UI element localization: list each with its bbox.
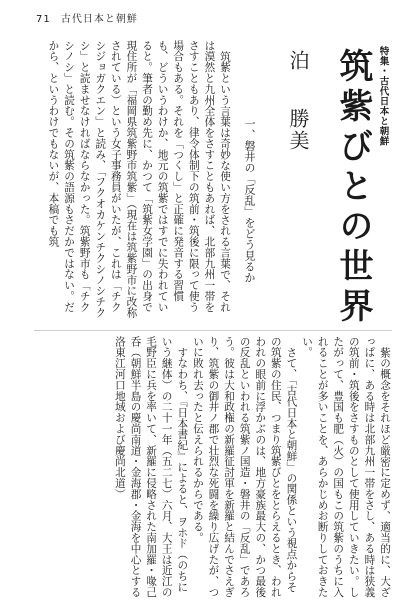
paragraph: すなわち、『日本書紀』によると、ヲホド（のちにいう継体）の二十一年（五二七）六月、大王は近江の毛野臣に兵を率いて、新羅に侵略された南加羅・喙己呑（朝鮮半島の慶尚南道・金海郡・金海を中心とする洛東江河口地域および慶尚北道） [113, 336, 189, 598]
article-title: 筑紫びとの世界 [333, 48, 373, 328]
paragraph: 紫の概念をそれほど厳密に定めず、適当的に、大ざっぱに、ある時は北部九州一帯をさし、ある時は狭義の筑前・筑後をさすものとして使用していきたい。したがって、豊国も肥（火）の国もこの筑紫のうちに入れることが多いことを、あらかじめお断りしておきたい。 [301, 336, 391, 598]
running-title: 古代日本と朝鮮 [60, 14, 138, 25]
section-heading: 一、磐井の「反乱」をどう見るか [243, 118, 256, 283]
running-header [36, 10, 138, 25]
paragraph: 筑紫という言葉は奇妙な使い方をされる言葉で、それは漠然と九州全体をさすこともあれば、北部九州一帯をさすこともあり、律令体制下の筑前・筑後に限って使う場合もある。それを「つくし」と正確に発音する習慣も、どういうわけか、地元の筑紫ではすでに失われていると。筆者の勤め先に、かつて「筑紫女学園」の出身で現住所が「福岡県筑紫野市筑紫」（現在は筑紫野市に改称されている）という女子事務員がいたが、これは「チクシジョガクエン」と読み、「フクオカケンチクシノシチクシ」と読ませなければならなかった。筑紫野市も「チクシノシ」と読む。その筑紫の語源もさだかではない。だから、というわけでもないが、本稿でも筑 [47, 40, 231, 319]
page-number: 71 [36, 14, 51, 25]
author-given-name: 勝美 [286, 108, 310, 152]
divider [34, 330, 392, 331]
paragraph: さて、「古代日本と朝鮮」の関係という視点からその筑紫の住民、つまり筑紫びとをとらえるとき、われわれの眼前に浮かぶのは、地方豪族最大の、かつ最後の反乱といわれる筑紫ノ国造・磐井の「反乱」であろう。彼は大和政権の新羅征討軍を新羅と結んでさえぎり、筑紫の御井ノ郡で壮烈な死闘を繰り広げたが、ついに敗れ去ったと伝えられるからである。 [191, 336, 298, 598]
body-text-upper [34, 40, 232, 322]
author-name [288, 50, 308, 152]
series-label: 特集・古代日本と朝鮮 [377, 46, 389, 146]
body-text-lower [34, 336, 392, 598]
author-surname: 泊 [286, 50, 310, 72]
